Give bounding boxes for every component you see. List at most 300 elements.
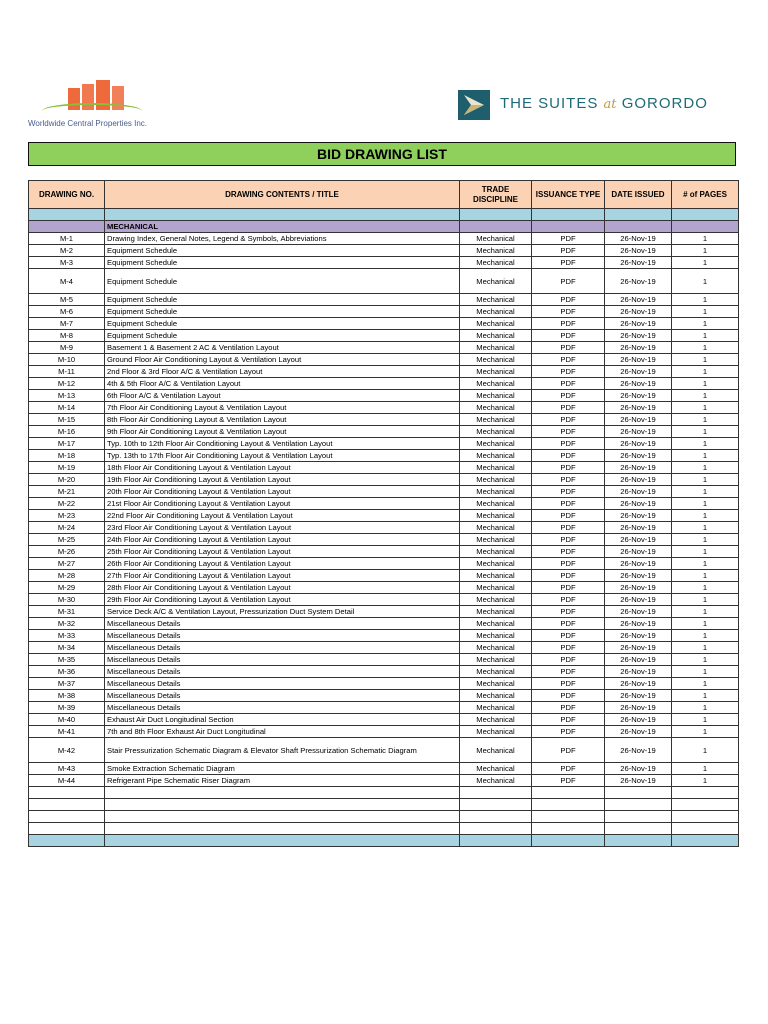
empty-cell (460, 811, 532, 823)
pages-cell: 1 (672, 486, 739, 498)
drawing-no-cell: M-30 (29, 594, 105, 606)
title-cell: 29th Floor Air Conditioning Layout & Ventilation Layout (105, 594, 460, 606)
table-row (29, 245, 739, 257)
title-cell: Miscellaneous Details (105, 654, 460, 666)
empty-cell (460, 787, 532, 799)
date-cell: 26-Nov-19 (605, 474, 672, 486)
pages-cell: 1 (672, 306, 739, 318)
empty-cell (672, 799, 739, 811)
drawing-no-cell: M-37 (29, 678, 105, 690)
date-cell: 26-Nov-19 (605, 306, 672, 318)
table-row (29, 775, 739, 787)
pages-cell: 1 (672, 414, 739, 426)
suites-logo-text: THE SUITES (500, 95, 599, 112)
date-cell: 26-Nov-19 (605, 294, 672, 306)
drawing-no-cell: M-21 (29, 486, 105, 498)
issuance-cell: PDF (532, 763, 605, 775)
date-cell: 26-Nov-19 (605, 534, 672, 546)
date-cell: 26-Nov-19 (605, 450, 672, 462)
issuance-cell: PDF (532, 510, 605, 522)
drawing-no-cell: M-31 (29, 606, 105, 618)
pages-cell: 1 (672, 257, 739, 269)
trade-cell: Mechanical (460, 714, 532, 726)
empty-cell (605, 835, 672, 847)
section-row (29, 221, 739, 233)
date-cell: 26-Nov-19 (605, 462, 672, 474)
date-cell: 26-Nov-19 (605, 330, 672, 342)
trade-cell: Mechanical (460, 534, 532, 546)
empty-cell (605, 823, 672, 835)
table-row (29, 726, 739, 738)
title-cell: Miscellaneous Details (105, 690, 460, 702)
trade-cell: Mechanical (460, 654, 532, 666)
title-cell: Equipment Schedule (105, 318, 460, 330)
issuance-cell: PDF (532, 342, 605, 354)
col-date: DATE ISSUED (605, 181, 672, 209)
table-row (29, 594, 739, 606)
suites-emblem-icon (458, 90, 490, 120)
issuance-cell: PDF (532, 690, 605, 702)
table-row (29, 630, 739, 642)
date-cell: 26-Nov-19 (605, 570, 672, 582)
pages-cell: 1 (672, 570, 739, 582)
table-row (29, 606, 739, 618)
drawing-no-cell: M-35 (29, 654, 105, 666)
pages-cell: 1 (672, 714, 739, 726)
title-cell: Miscellaneous Details (105, 666, 460, 678)
footer-spacer-row (29, 835, 739, 847)
issuance-cell: PDF (532, 582, 605, 594)
table-row (29, 534, 739, 546)
issuance-cell: PDF (532, 570, 605, 582)
table-row (29, 474, 739, 486)
issuance-cell: PDF (532, 330, 605, 342)
drawing-no-cell: M-2 (29, 245, 105, 257)
pages-cell: 1 (672, 498, 739, 510)
issuance-cell: PDF (532, 438, 605, 450)
date-cell: 26-Nov-19 (605, 642, 672, 654)
table-row (29, 702, 739, 714)
trade-cell: Mechanical (460, 438, 532, 450)
table-row (29, 498, 739, 510)
pages-cell: 1 (672, 690, 739, 702)
date-cell: 26-Nov-19 (605, 438, 672, 450)
issuance-cell: PDF (532, 630, 605, 642)
trade-cell: Mechanical (460, 245, 532, 257)
table-header-row (29, 181, 739, 209)
empty-cell (460, 799, 532, 811)
empty-cell (532, 799, 605, 811)
empty-cell (532, 811, 605, 823)
title-cell: 22nd Floor Air Conditioning Layout & Ventilation Layout (105, 510, 460, 522)
trade-cell: Mechanical (460, 354, 532, 366)
date-cell: 26-Nov-19 (605, 558, 672, 570)
trade-cell: Mechanical (460, 318, 532, 330)
table-row (29, 342, 739, 354)
empty-cell (29, 799, 105, 811)
title-cell: Stair Pressurization Schematic Diagram & Elevator Shaft Pressurization Schematic Diagram (105, 738, 460, 763)
date-cell: 26-Nov-19 (605, 582, 672, 594)
logo-company-name: Worldwide Central Properties Inc. (28, 119, 148, 128)
issuance-cell: PDF (532, 474, 605, 486)
col-trade: TRADE DISCIPLINE (460, 181, 532, 209)
pages-cell: 1 (672, 618, 739, 630)
issuance-cell: PDF (532, 498, 605, 510)
title-cell: Equipment Schedule (105, 269, 460, 294)
table-row (29, 378, 739, 390)
title-cell: Miscellaneous Details (105, 678, 460, 690)
drawing-no-cell: M-24 (29, 522, 105, 534)
table-row (29, 618, 739, 630)
drawing-no-cell: M-10 (29, 354, 105, 366)
drawing-no-cell: M-36 (29, 666, 105, 678)
table-row (29, 763, 739, 775)
trade-cell: Mechanical (460, 426, 532, 438)
trade-cell: Mechanical (460, 257, 532, 269)
trade-cell: Mechanical (460, 690, 532, 702)
title-cell: Equipment Schedule (105, 306, 460, 318)
drawing-no-cell: M-20 (29, 474, 105, 486)
table-row (29, 462, 739, 474)
pages-cell: 1 (672, 630, 739, 642)
pages-cell: 1 (672, 763, 739, 775)
date-cell: 26-Nov-19 (605, 678, 672, 690)
drawing-no-cell: M-28 (29, 570, 105, 582)
empty-row (29, 799, 739, 811)
pages-cell: 1 (672, 594, 739, 606)
trade-cell: Mechanical (460, 378, 532, 390)
pages-cell: 1 (672, 642, 739, 654)
title-cell: 4th & 5th Floor A/C & Ventilation Layout (105, 378, 460, 390)
pages-cell: 1 (672, 582, 739, 594)
drawing-no-cell: M-43 (29, 763, 105, 775)
trade-cell: Mechanical (460, 402, 532, 414)
issuance-cell: PDF (532, 642, 605, 654)
section-label: MECHANICAL (105, 221, 460, 233)
pages-cell: 1 (672, 510, 739, 522)
document-title: BID DRAWING LIST (28, 142, 736, 166)
pages-cell: 1 (672, 678, 739, 690)
date-cell: 26-Nov-19 (605, 690, 672, 702)
title-cell: 2nd Floor & 3rd Floor A/C & Ventilation Layout (105, 366, 460, 378)
drawing-no-cell: M-18 (29, 450, 105, 462)
title-cell: Basement 1 & Basement 2 AC & Ventilation Layout (105, 342, 460, 354)
table-row (29, 233, 739, 245)
drawing-no-cell: M-12 (29, 378, 105, 390)
empty-cell (672, 823, 739, 835)
col-title: DRAWING CONTENTS / TITLE (105, 181, 460, 209)
drawing-no-cell: M-38 (29, 690, 105, 702)
table-row (29, 257, 739, 269)
empty-row (29, 823, 739, 835)
suites-logo-gorordo: GORORDO (621, 95, 708, 112)
table-row (29, 269, 739, 294)
trade-cell: Mechanical (460, 594, 532, 606)
title-cell: 24th Floor Air Conditioning Layout & Ventilation Layout (105, 534, 460, 546)
col-drawing-no: DRAWING NO. (29, 181, 105, 209)
title-cell: Miscellaneous Details (105, 618, 460, 630)
suites-gorordo-logo (458, 90, 718, 122)
title-cell: 21st Floor Air Conditioning Layout & Ventilation Layout (105, 498, 460, 510)
issuance-cell: PDF (532, 390, 605, 402)
table-body (29, 209, 739, 847)
empty-cell (532, 835, 605, 847)
title-cell: 26th Floor Air Conditioning Layout & Ventilation Layout (105, 558, 460, 570)
pages-cell: 1 (672, 269, 739, 294)
empty-cell (605, 811, 672, 823)
date-cell: 26-Nov-19 (605, 738, 672, 763)
trade-cell: Mechanical (460, 522, 532, 534)
pages-cell: 1 (672, 666, 739, 678)
trade-cell: Mechanical (460, 642, 532, 654)
table-row (29, 294, 739, 306)
title-cell: 7th and 8th Floor Exhaust Air Duct Longitudinal (105, 726, 460, 738)
drawing-no-cell: M-40 (29, 714, 105, 726)
drawing-no-cell: M-13 (29, 390, 105, 402)
drawing-no-cell: M-26 (29, 546, 105, 558)
date-cell: 26-Nov-19 (605, 594, 672, 606)
title-cell: Miscellaneous Details (105, 642, 460, 654)
title-cell: 19th Floor Air Conditioning Layout & Ventilation Layout (105, 474, 460, 486)
title-cell: Miscellaneous Details (105, 702, 460, 714)
pages-cell: 1 (672, 294, 739, 306)
table-row (29, 546, 739, 558)
table-row (29, 690, 739, 702)
pages-cell: 1 (672, 318, 739, 330)
spacer-row (29, 209, 739, 221)
trade-cell: Mechanical (460, 294, 532, 306)
issuance-cell: PDF (532, 775, 605, 787)
trade-cell: Mechanical (460, 474, 532, 486)
issuance-cell: PDF (532, 738, 605, 763)
table-row (29, 414, 739, 426)
pages-cell: 1 (672, 726, 739, 738)
title-cell: Equipment Schedule (105, 330, 460, 342)
empty-cell (532, 823, 605, 835)
table-row (29, 354, 739, 366)
issuance-cell: PDF (532, 618, 605, 630)
issuance-cell: PDF (532, 354, 605, 366)
drawing-no-cell: M-32 (29, 618, 105, 630)
pages-cell: 1 (672, 534, 739, 546)
table-row (29, 522, 739, 534)
title-cell: 18th Floor Air Conditioning Layout & Ventilation Layout (105, 462, 460, 474)
date-cell: 26-Nov-19 (605, 269, 672, 294)
drawing-no-cell: M-3 (29, 257, 105, 269)
trade-cell: Mechanical (460, 510, 532, 522)
pages-cell: 1 (672, 342, 739, 354)
suites-logo-at: at (603, 97, 617, 112)
empty-cell (105, 799, 460, 811)
trade-cell: Mechanical (460, 570, 532, 582)
suites-logo-wordmark (500, 95, 708, 112)
date-cell: 26-Nov-19 (605, 426, 672, 438)
date-cell: 26-Nov-19 (605, 763, 672, 775)
table-row (29, 438, 739, 450)
title-cell: Ground Floor Air Conditioning Layout & Ventilation Layout (105, 354, 460, 366)
date-cell: 26-Nov-19 (605, 666, 672, 678)
issuance-cell: PDF (532, 306, 605, 318)
pages-cell: 1 (672, 354, 739, 366)
table-row (29, 654, 739, 666)
date-cell: 26-Nov-19 (605, 606, 672, 618)
pages-cell: 1 (672, 390, 739, 402)
trade-cell: Mechanical (460, 678, 532, 690)
date-cell: 26-Nov-19 (605, 522, 672, 534)
pages-cell: 1 (672, 606, 739, 618)
drawing-no-cell: M-16 (29, 426, 105, 438)
empty-row (29, 787, 739, 799)
title-cell: 8th Floor Air Conditioning Layout & Ventilation Layout (105, 414, 460, 426)
issuance-cell: PDF (532, 666, 605, 678)
empty-cell (29, 823, 105, 835)
title-cell: Refrigerant Pipe Schematic Riser Diagram (105, 775, 460, 787)
date-cell: 26-Nov-19 (605, 233, 672, 245)
issuance-cell: PDF (532, 606, 605, 618)
date-cell: 26-Nov-19 (605, 402, 672, 414)
drawing-no-cell: M-27 (29, 558, 105, 570)
date-cell: 26-Nov-19 (605, 366, 672, 378)
table-row (29, 510, 739, 522)
trade-cell: Mechanical (460, 269, 532, 294)
issuance-cell: PDF (532, 402, 605, 414)
drawing-no-cell: M-7 (29, 318, 105, 330)
trade-cell: Mechanical (460, 702, 532, 714)
drawing-no-cell: M-14 (29, 402, 105, 414)
trade-cell: Mechanical (460, 366, 532, 378)
empty-cell (105, 823, 460, 835)
issuance-cell: PDF (532, 366, 605, 378)
table-row (29, 390, 739, 402)
trade-cell: Mechanical (460, 330, 532, 342)
table-row (29, 642, 739, 654)
table-row (29, 306, 739, 318)
table-row (29, 330, 739, 342)
empty-cell (672, 835, 739, 847)
col-pages: # of PAGES (672, 181, 739, 209)
issuance-cell: PDF (532, 558, 605, 570)
title-cell: Equipment Schedule (105, 294, 460, 306)
date-cell: 26-Nov-19 (605, 498, 672, 510)
arc-swoosh-icon (42, 103, 142, 119)
issuance-cell: PDF (532, 245, 605, 257)
drawing-no-cell: M-33 (29, 630, 105, 642)
empty-cell (29, 811, 105, 823)
drawing-no-cell: M-41 (29, 726, 105, 738)
date-cell: 26-Nov-19 (605, 618, 672, 630)
pages-cell: 1 (672, 402, 739, 414)
drawing-no-cell: M-34 (29, 642, 105, 654)
empty-cell (105, 787, 460, 799)
title-cell: 20th Floor Air Conditioning Layout & Ventilation Layout (105, 486, 460, 498)
drawing-no-cell: M-19 (29, 462, 105, 474)
trade-cell: Mechanical (460, 630, 532, 642)
trade-cell: Mechanical (460, 342, 532, 354)
empty-row (29, 811, 739, 823)
issuance-cell: PDF (532, 257, 605, 269)
date-cell: 26-Nov-19 (605, 775, 672, 787)
issuance-cell: PDF (532, 486, 605, 498)
date-cell: 26-Nov-19 (605, 654, 672, 666)
pages-cell: 1 (672, 775, 739, 787)
trade-cell: Mechanical (460, 498, 532, 510)
drawing-no-cell: M-17 (29, 438, 105, 450)
date-cell: 26-Nov-19 (605, 714, 672, 726)
pages-cell: 1 (672, 474, 739, 486)
date-cell: 26-Nov-19 (605, 630, 672, 642)
issuance-cell: PDF (532, 414, 605, 426)
date-cell: 26-Nov-19 (605, 390, 672, 402)
issuance-cell: PDF (532, 294, 605, 306)
table-row (29, 714, 739, 726)
pages-cell: 1 (672, 702, 739, 714)
issuance-cell: PDF (532, 522, 605, 534)
date-cell: 26-Nov-19 (605, 378, 672, 390)
trade-cell: Mechanical (460, 582, 532, 594)
table-row (29, 666, 739, 678)
trade-cell: Mechanical (460, 233, 532, 245)
table-row (29, 558, 739, 570)
drawing-no-cell: M-9 (29, 342, 105, 354)
title-cell: Typ. 10th to 12th Floor Air Conditioning Layout & Ventilation Layout (105, 438, 460, 450)
title-cell: Smoke Extraction Schematic Diagram (105, 763, 460, 775)
empty-cell (672, 811, 739, 823)
date-cell: 26-Nov-19 (605, 414, 672, 426)
trade-cell: Mechanical (460, 763, 532, 775)
pages-cell: 1 (672, 738, 739, 763)
table-row (29, 738, 739, 763)
trade-cell: Mechanical (460, 726, 532, 738)
table-row (29, 426, 739, 438)
trade-cell: Mechanical (460, 450, 532, 462)
title-cell: 9th Floor Air Conditioning Layout & Ventilation Layout (105, 426, 460, 438)
table-row (29, 486, 739, 498)
issuance-cell: PDF (532, 654, 605, 666)
issuance-cell: PDF (532, 269, 605, 294)
trade-cell: Mechanical (460, 558, 532, 570)
title-cell: Equipment Schedule (105, 245, 460, 257)
table-row (29, 318, 739, 330)
table-row (29, 450, 739, 462)
date-cell: 26-Nov-19 (605, 702, 672, 714)
empty-cell (460, 823, 532, 835)
drawing-no-cell: M-6 (29, 306, 105, 318)
trade-cell: Mechanical (460, 606, 532, 618)
trade-cell: Mechanical (460, 414, 532, 426)
issuance-cell: PDF (532, 714, 605, 726)
trade-cell: Mechanical (460, 306, 532, 318)
drawing-no-cell: M-29 (29, 582, 105, 594)
title-cell: 23rd Floor Air Conditioning Layout & Ventilation Layout (105, 522, 460, 534)
pages-cell: 1 (672, 558, 739, 570)
title-cell: 28th Floor Air Conditioning Layout & Ventilation Layout (105, 582, 460, 594)
pages-cell: 1 (672, 654, 739, 666)
drawing-no-cell: M-8 (29, 330, 105, 342)
issuance-cell: PDF (532, 450, 605, 462)
pages-cell: 1 (672, 378, 739, 390)
col-issuance: ISSUANCE TYPE (532, 181, 605, 209)
table-row (29, 582, 739, 594)
title-cell: 7th Floor Air Conditioning Layout & Ventilation Layout (105, 402, 460, 414)
title-cell: Equipment Schedule (105, 257, 460, 269)
empty-cell (460, 835, 532, 847)
title-cell: Service Deck A/C & Ventilation Layout, Pressurization Duct System Detail (105, 606, 460, 618)
issuance-cell: PDF (532, 702, 605, 714)
pages-cell: 1 (672, 330, 739, 342)
pages-cell: 1 (672, 426, 739, 438)
pages-cell: 1 (672, 522, 739, 534)
trade-cell: Mechanical (460, 546, 532, 558)
